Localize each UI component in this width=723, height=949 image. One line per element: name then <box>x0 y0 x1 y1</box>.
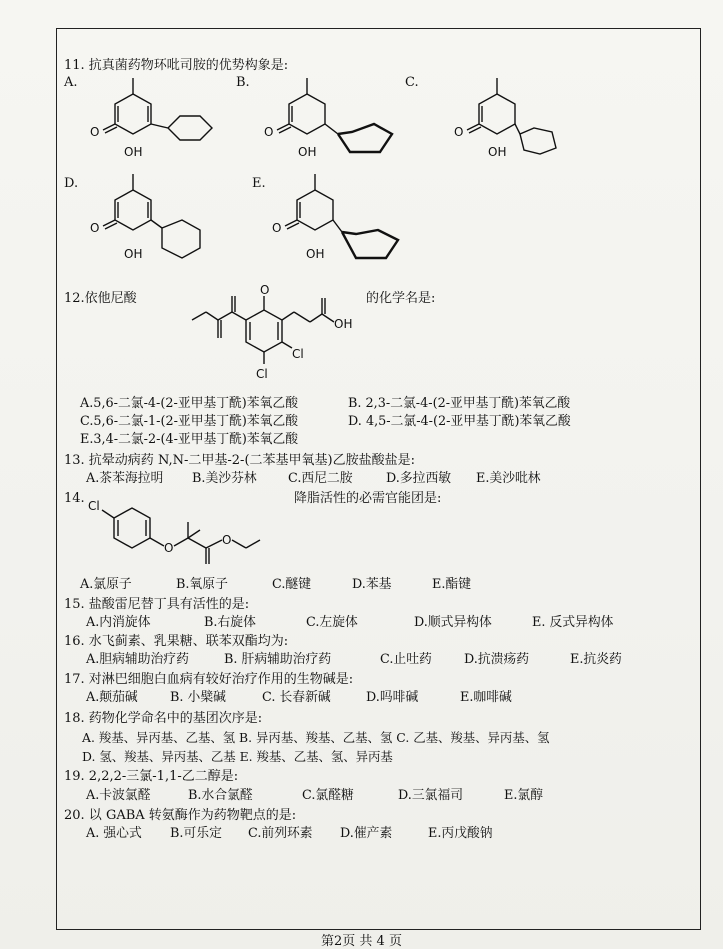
q14-option-c: C.醚键 <box>272 577 311 592</box>
q11-a-oh-label: OH <box>124 145 143 159</box>
q14-stem: 14. <box>64 491 85 506</box>
q19-option-d: D.三氯福司 <box>398 788 464 803</box>
q18-options-line-2: D. 氢、羧基、异丙基、乙基 E. 羧基、乙基、氢、异丙基 <box>82 749 393 764</box>
q12-cl-label-1: Cl <box>292 347 304 361</box>
q11-structure-e <box>270 168 410 266</box>
q14-stem-tail: 降脂活性的必需官能团是: <box>294 491 442 506</box>
q19-option-e: E.氯醇 <box>504 788 544 803</box>
q16-option-e: E.抗炎药 <box>570 652 622 667</box>
q16-stem: 16. 水飞蓟素、乳果糖、联苯双酯均为: <box>64 634 289 649</box>
q20-option-d: D.催产素 <box>340 826 393 841</box>
q14-option-e: E.酯键 <box>432 577 472 592</box>
q11-label-d: D. <box>64 176 79 191</box>
q11-structure-b <box>262 72 402 164</box>
q17-option-e: E.咖啡碱 <box>460 690 512 705</box>
q17-stem: 17. 对淋巴细胞白血病有较好治疗作用的生物碱是: <box>64 672 354 687</box>
q11-label-e: E. <box>252 176 266 191</box>
q19-stem: 19. 2,2,2-三氯-1,1-乙二醇是: <box>64 769 239 784</box>
q16-option-b: B. 肝病辅助治疗药 <box>224 652 332 667</box>
q13-option-a: A.茶苯海拉明 <box>86 471 164 486</box>
q11-c-o-label: O <box>454 125 464 139</box>
q20-stem: 20. 以 GABA 转氨酶作为药物靶点的是: <box>64 808 297 823</box>
q17-option-a: A.颠茄碱 <box>86 690 138 705</box>
q11-structure-d <box>88 168 228 266</box>
q16-option-a: A.胆病辅助治疗药 <box>86 652 189 667</box>
q18-options-line-1: A. 羧基、异丙基、乙基、氢 B. 异丙基、羧基、乙基、氢 C. 乙基、羧基、异丙基、氢 <box>82 730 550 745</box>
q14-option-d: D.苯基 <box>352 577 392 592</box>
q11-d-oh-label: OH <box>124 247 143 261</box>
q20-option-b: B.可乐定 <box>170 826 222 841</box>
q11-d-o-label: O <box>90 221 100 235</box>
q12-ether-o-label: O <box>260 283 270 297</box>
q14-ether-o-label: O <box>164 541 174 555</box>
q12-stem: 12.依他尼酸 <box>64 291 137 306</box>
q11-label-c: C. <box>405 75 419 90</box>
q19-option-b: B.水合氯醛 <box>188 788 253 803</box>
q13-option-e: E.美沙吡林 <box>476 471 541 486</box>
q15-stem: 15. 盐酸雷尼替丁具有活性的是: <box>64 597 250 612</box>
q14-ester-o-label: O <box>222 533 232 547</box>
q11-stem: 11. 抗真菌药物环吡司胺的优势构象是: <box>64 58 289 73</box>
q11-b-oh-label: OH <box>298 145 317 159</box>
q12-ethacrynic-acid-structure <box>176 282 376 390</box>
q11-b-o-label: O <box>264 125 274 139</box>
q14-cl-label: Cl <box>88 499 100 513</box>
q17-option-c: C. 长春新碱 <box>262 690 331 705</box>
q11-e-oh-label: OH <box>306 247 325 261</box>
q11-e-o-label: O <box>272 221 282 235</box>
q12-option-e: E.3,4-二氯-2-(4-亚甲基丁酰)苯氧乙酸 <box>80 432 299 447</box>
q15-option-a: A.内消旋体 <box>86 615 151 630</box>
q12-option-a: A.5,6-二氯-4-(2-亚甲基丁酰)苯氧乙酸 <box>80 396 298 411</box>
q20-option-a: A. 强心式 <box>86 826 142 841</box>
q11-label-b: B. <box>236 75 250 90</box>
q20-option-e: E.丙戊酸钠 <box>428 826 493 841</box>
q14-option-a: A.氯原子 <box>80 577 132 592</box>
q14-option-b: B.氧原子 <box>176 577 228 592</box>
q20-option-c: C.前列环素 <box>248 826 313 841</box>
q14-clofibrate-structure <box>80 494 290 570</box>
q11-label-a: A. <box>64 75 78 90</box>
q13-stem: 13. 抗晕动病药 N,N-二甲基-2-(二苯基甲氧基)乙胺盐酸盐是: <box>64 453 415 468</box>
q12-option-b: B. 2,3-二氯-4-(2-亚甲基丁酰)苯氧乙酸 <box>348 396 571 411</box>
q13-option-d: D.多拉西敏 <box>386 471 452 486</box>
q16-option-d: D.抗溃疡药 <box>464 652 530 667</box>
q11-c-oh-label: OH <box>488 145 507 159</box>
q15-option-b: B.右旋体 <box>204 615 256 630</box>
q11-a-o-label: O <box>90 125 100 139</box>
q15-option-e: E. 反式异构体 <box>532 615 614 630</box>
q12-option-c: C.5,6-二氯-1-(2-亚甲基丁酰)苯氧乙酸 <box>80 414 299 429</box>
q19-option-c: C.氯醛糖 <box>302 788 354 803</box>
page-footer: 第2页 共 4 页 <box>321 934 402 949</box>
q17-option-d: D.吗啡碱 <box>366 690 419 705</box>
q11-structure-a <box>88 72 228 164</box>
q15-option-d: D.顺式异构体 <box>414 615 492 630</box>
q18-stem: 18. 药物化学命名中的基团次序是: <box>64 711 263 726</box>
q12-acid-oh-label: OH <box>334 317 353 331</box>
q15-option-c: C.左旋体 <box>306 615 358 630</box>
q12-option-d: D. 4,5-二氯-4-(2-亚甲基丁酰)苯氧乙酸 <box>348 414 571 429</box>
q17-option-b: B. 小檗碱 <box>170 690 226 705</box>
q12-stem-tail: 的化学名是: <box>366 291 436 306</box>
q12-cl-label-2: Cl <box>256 367 268 381</box>
q13-option-c: C.西尼二胺 <box>288 471 353 486</box>
q13-option-b: B.美沙芬林 <box>192 471 257 486</box>
q11-structure-c <box>452 72 592 164</box>
q19-option-a: A.卡波氯醛 <box>86 788 151 803</box>
q16-option-c: C.止吐药 <box>380 652 432 667</box>
